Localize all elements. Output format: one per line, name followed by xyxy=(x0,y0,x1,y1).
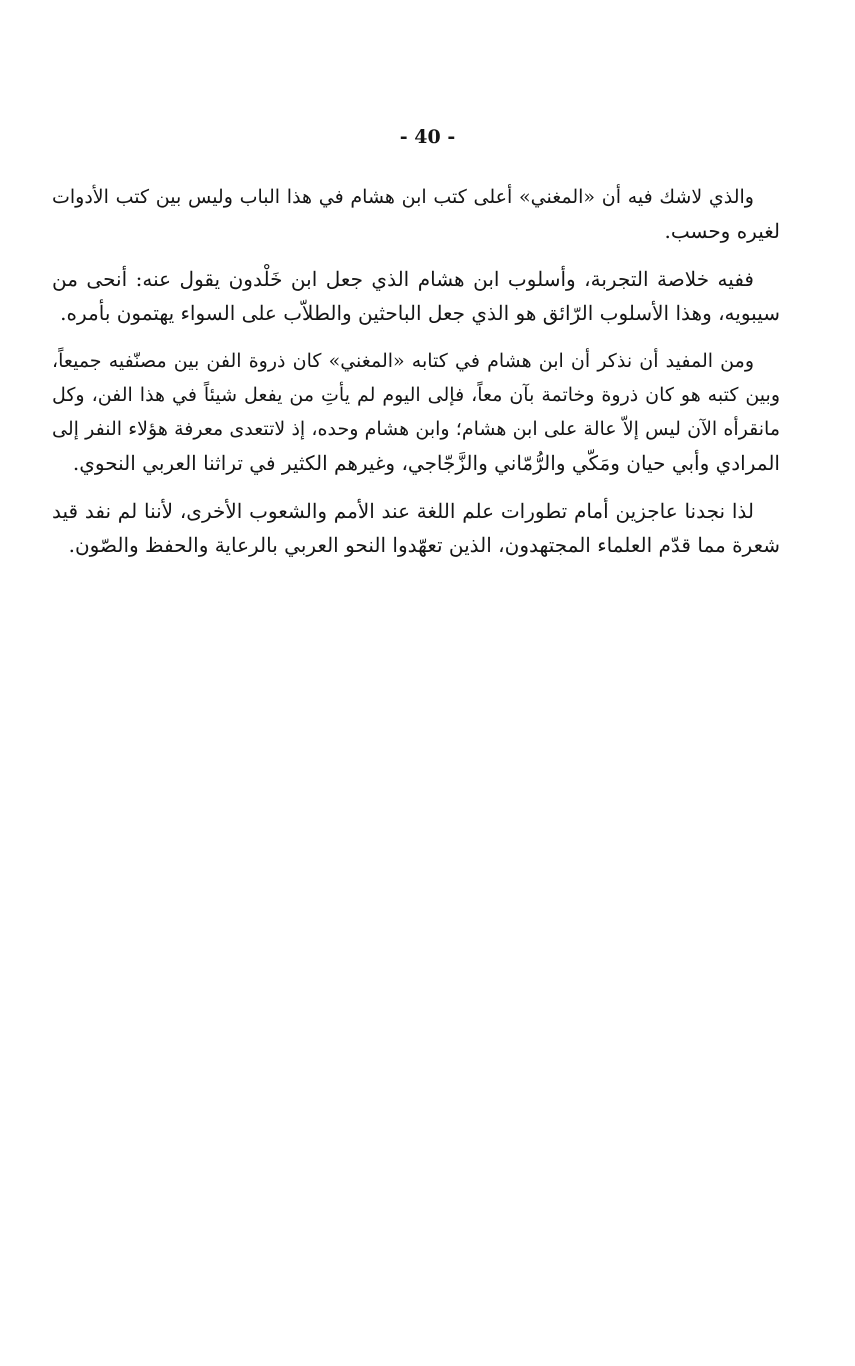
paragraph-3 xyxy=(52,344,780,480)
text-line: لذا نجدنا عاجزين أمام تطورات علم اللغة عند الأمم والشعوب الأخرى، لأننا لم نفد قيد xyxy=(52,499,754,523)
paragraph-1 xyxy=(52,180,780,248)
body-text xyxy=(52,180,780,576)
text-line: ومن المفيد أن نذكر أن ابن هشام في كتابه «المغني» كان ذروة الفن بين مصنّفيه جميعاً، xyxy=(52,350,754,372)
text-line: مانقرأه الآن ليس إلاّ عالة على ابن هشام؛ وابن هشام وحده، إذ لاتتعدى معرفة هؤلاء النفر إلى xyxy=(52,418,780,440)
text-line: والذي لاشك فيه أن «المغني» أعلى كتب ابن هشام في هذا الباب وليس بين كتب الأدوات xyxy=(52,186,754,208)
page-number: - 40 - xyxy=(399,126,456,148)
text-line: لغيره وحسب. xyxy=(664,219,780,243)
text-line: وبين كتبه هو كان ذروة وخاتمة بآن معاً، فإلى اليوم لم يأتِ من يفعل شيئاً في هذا الفن، وكل xyxy=(52,384,780,406)
text-line: سيبويه، وهذا الأسلوب الرّائق هو الذي جعل الباحثين والطلاّب على السواء يهتمون بأمره. xyxy=(60,301,780,325)
text-line: شعرة مما قدّم العلماء المجتهدون، الذين تعهّدوا النحو العربي بالرعاية والحفظ والصّون. xyxy=(68,533,780,557)
text-line: المرادي وأبي حيان ومَكّي والرُّمّاني والزَّجّاجي، وغيرهم الكثير في تراثنا العربي النحوي. xyxy=(72,451,780,475)
paragraph-2 xyxy=(52,262,780,330)
paragraph-4 xyxy=(52,494,780,562)
text-line: ففيه خلاصة التجربة، وأسلوب ابن هشام الذي جعل ابن خَلْدون يقول عنه: أنحى من xyxy=(52,267,754,291)
